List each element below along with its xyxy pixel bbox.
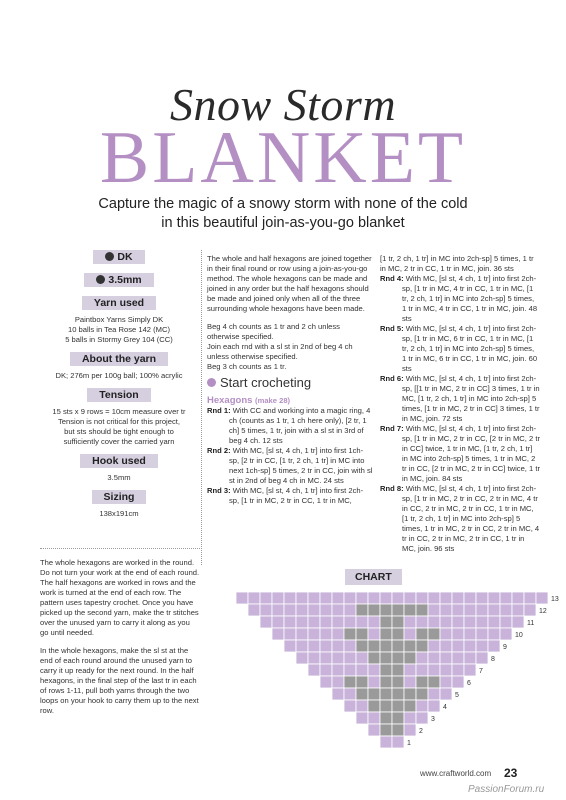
notes: [207, 322, 373, 372]
chart-cell: [320, 640, 332, 652]
chart-cell: [392, 628, 404, 640]
chart-cell: [416, 628, 428, 640]
chart-cell: [416, 700, 428, 712]
chart-cell: [368, 652, 380, 664]
chart-cell: [332, 592, 344, 604]
chart-cell: [476, 628, 488, 640]
chart-cell: [392, 676, 404, 688]
subtitle-line-2: in this beautiful join-as-you-go blanket: [161, 215, 405, 231]
chart-cell: [332, 688, 344, 700]
chart-cell: [344, 700, 356, 712]
chart-cell: [524, 604, 536, 616]
round-label: Rnd 2:: [207, 446, 231, 455]
footer-site: www.craftworld.com: [420, 769, 492, 778]
hex-heading-text: Hexagons: [207, 395, 253, 406]
chart-cell: [464, 652, 476, 664]
chart-cell: [452, 664, 464, 676]
chart-cell: [308, 640, 320, 652]
chart-cell: [512, 604, 524, 616]
chart-cell: [404, 676, 416, 688]
chart-cell: [236, 592, 248, 604]
column-divider: [201, 250, 202, 565]
yarn-line: Paintbox Yarns Simply DK: [74, 315, 164, 324]
note-line: Beg 3 ch counts as 1 tr.: [207, 362, 287, 371]
yarn-line: 10 balls in Tea Rose 142 (MC): [67, 325, 170, 334]
chart-cell: [428, 604, 440, 616]
chart-cell: [368, 640, 380, 652]
round-label: Rnd 6:: [380, 374, 404, 383]
chart-cell: [296, 592, 308, 604]
chart-cell: [344, 604, 356, 616]
intro-paragraph-2: In the whole hexagons, make the sl st at the end of each round around the unused yarn to carry it up ready for the next round. In the half hexagons, in the final step of the last tr in each of rows 1-11, pull both yarns through the two loops on your hook to carry them up to the next row.: [40, 646, 199, 715]
chart-cell: [404, 628, 416, 640]
row-number: 13: [551, 596, 559, 603]
chart-cell: [464, 616, 476, 628]
row-number: 5: [455, 692, 459, 699]
yarn-used-heading: Yarn used: [82, 296, 156, 310]
chart-cell: [428, 664, 440, 676]
chart-cell: [440, 604, 452, 616]
chart-cell: [452, 652, 464, 664]
chart-cell: [344, 616, 356, 628]
chart-cell: [440, 640, 452, 652]
round-6: [380, 374, 540, 424]
chart-cell: [380, 592, 392, 604]
chart-cell: [440, 592, 452, 604]
chart-container: [227, 586, 557, 751]
round-text: With MC, [sl st, 4 ch, 1 tr] into first 2ch-sp, [1 tr in MC, 2 tr in CC, 1 tr in MC,: [229, 486, 364, 505]
chart-cell: [332, 640, 344, 652]
chart-cell: [296, 616, 308, 628]
chart-cell: [416, 688, 428, 700]
chart-cell: [428, 616, 440, 628]
row-number: 12: [539, 608, 547, 615]
chart-cell: [452, 640, 464, 652]
chart-cell: [356, 628, 368, 640]
chart-cell: [296, 652, 308, 664]
round-text: With MC, [sl st, 4 ch, 1 tr] into first 1ch-sp, [2 tr in CC, [1 tr, 2 ch, 1 tr] in MC into next 1ch-sp] 5 times, 2 tr in CC, join with sl st in 2nd of beg 4 ch in MC. 24 sts: [229, 446, 373, 485]
yarn-line: 5 balls in Stormy Grey 104 (CC): [65, 335, 173, 344]
stitch-chart: [227, 586, 557, 751]
chart-cell: [356, 640, 368, 652]
chart-cell: [272, 604, 284, 616]
chart-cell: [428, 700, 440, 712]
chart-cell: [380, 688, 392, 700]
chart-cell: [392, 724, 404, 736]
chart-cell: [440, 616, 452, 628]
chart-cell: [380, 700, 392, 712]
chart-cell: [308, 664, 320, 676]
round-text: With MC, [sl st, 4 ch, 1 tr] into first 2ch-sp, [1 tr in MC, 2 tr in CC, 2 tr in MC, 4 tr in CC, 2 tr in MC, 2 tr in CC, 1 tr in MC, [1 tr, 2 ch, 1 tr] in MC into 2ch-sp] 5 times, 1 tr in MC, 2 tr in CC, 2 tr in MC, 4 tr in CC, 2 tr in MC, 2 tr in CC, 1 tr in MC, join. 96 sts: [402, 484, 540, 553]
chart-cell: [296, 640, 308, 652]
chart-cell: [392, 712, 404, 724]
chart-cell: [488, 616, 500, 628]
chart-cell: [368, 688, 380, 700]
chart-cell: [452, 604, 464, 616]
chart-cell: [356, 616, 368, 628]
chart-cell: [392, 652, 404, 664]
chart-cell: [452, 628, 464, 640]
round-5: [380, 324, 540, 374]
chart-cell: [320, 604, 332, 616]
specs-column: [40, 246, 198, 522]
chart-cell: [392, 616, 404, 628]
round-3: [207, 486, 373, 506]
chart-cell: [368, 604, 380, 616]
chart-cell: [344, 688, 356, 700]
title-line-2: BLANKET: [99, 117, 467, 199]
chart-cell: [440, 676, 452, 688]
row-number: 4: [443, 704, 447, 711]
chart-cell: [332, 676, 344, 688]
subtitle-line-1: Capture the magic of a snowy storm with none of the cold: [98, 196, 468, 212]
chart-cell: [476, 592, 488, 604]
chart-cell: [344, 652, 356, 664]
chart-cell: [380, 628, 392, 640]
start-crocheting-heading: [207, 375, 373, 390]
chart-cell: [428, 688, 440, 700]
chart-cell: [428, 652, 440, 664]
chart-cell: [380, 604, 392, 616]
chart-cell: [392, 736, 404, 748]
chart-cell: [416, 652, 428, 664]
chart-cell: [308, 616, 320, 628]
round-8: [380, 484, 540, 554]
chart-cell: [284, 640, 296, 652]
row-number: 9: [503, 644, 507, 651]
chart-cell: [464, 604, 476, 616]
chart-cell: [272, 616, 284, 628]
chart-cell: [392, 700, 404, 712]
note-line: Join each rnd with a sl st in 2nd of beg 4 ch unless otherwise specified.: [207, 342, 353, 361]
round-label: Rnd 5:: [380, 324, 404, 333]
chart-cell: [368, 616, 380, 628]
row-number: 8: [491, 656, 495, 663]
intro-paragraph-1: The whole hexagons are worked in the round. Do not turn your work at the end of each round. The half hexagons are worked in rows and the work is turned at the end of each row. The pattern uses tapestry crochet. Once you have picked up the second yarn, make the tr stitches over the unused yarn to carry it along as you go until needed.: [40, 558, 200, 637]
chart-cell: [464, 664, 476, 676]
chart-cell: [512, 616, 524, 628]
chart-cell: [344, 676, 356, 688]
chart-cell: [308, 628, 320, 640]
round-text: With MC, [sl st, 4 ch, 1 tr] into first 2ch-sp, [1 tr in MC, 2 tr in CC, [2 tr in MC, 2 tr in CC] twice, 1 tr in MC, [1 tr, 2 ch, 1 tr] in MC into 2ch-sp] 5 times, 1 tr in MC, 2 tr in CC, [2 tr in MC, 2 tr in CC] twice, 1 tr in MC, join. 84 sts: [402, 424, 540, 483]
chart-cell: [284, 604, 296, 616]
hex-make-text: (make 28): [255, 396, 291, 405]
chart-cell: [308, 652, 320, 664]
chart-label: CHART: [345, 569, 402, 585]
chart-cell: [404, 640, 416, 652]
chart-cell: [284, 592, 296, 604]
chart-cell: [344, 640, 356, 652]
title-line-1: Snow Storm: [169, 79, 397, 130]
chart-cell: [440, 652, 452, 664]
chart-cell: [380, 640, 392, 652]
chart-cell: [500, 592, 512, 604]
tension-heading: Tension: [87, 388, 150, 402]
chart-cell: [380, 664, 392, 676]
chart-cell: [368, 592, 380, 604]
chart-cell: [452, 592, 464, 604]
chart-cell: [404, 604, 416, 616]
chart-cell: [488, 628, 500, 640]
chart-cell: [320, 616, 332, 628]
bullet-icon: [207, 378, 216, 387]
row-number: 11: [527, 620, 535, 627]
chart-cell: [356, 604, 368, 616]
round-label: Rnd 1:: [207, 406, 231, 415]
row-number: 1: [407, 740, 411, 747]
chart-cell: [332, 664, 344, 676]
chart-cell: [512, 592, 524, 604]
row-number: 2: [419, 728, 423, 735]
hook-icon: [96, 275, 105, 284]
round-text: With MC, [sl st, 4 ch, 1 tr] into first 2ch-sp, [1 tr in MC, 4 tr in CC, 1 tr in MC, [1 tr, 2 ch, 1 tr] in MC into 2ch-sp] 5 times, 1 tr in MC, 4 tr in CC, 1 tr in MC, join. 48 sts: [402, 274, 538, 323]
weight-label: DK: [117, 251, 133, 263]
chart-cell: [428, 628, 440, 640]
chart-cell: [296, 628, 308, 640]
about-yarn-heading: About the yarn: [70, 352, 168, 366]
chart-cell: [452, 676, 464, 688]
hook-size-label: 3.5mm: [108, 274, 142, 286]
chart-cell: [404, 700, 416, 712]
row-number: 7: [479, 668, 483, 675]
chart-cell: [464, 640, 476, 652]
chart-cell: [428, 640, 440, 652]
chart-cell: [332, 628, 344, 640]
round-label: Rnd 7:: [380, 424, 404, 433]
round-2: [207, 446, 373, 486]
chart-cell: [320, 664, 332, 676]
chart-cell: [368, 628, 380, 640]
chart-cell: [380, 676, 392, 688]
chart-cell: [356, 676, 368, 688]
chart-cell: [404, 664, 416, 676]
middle-column: [207, 254, 373, 506]
chart-cell: [488, 604, 500, 616]
chart-cell: [284, 628, 296, 640]
hook-used-heading: Hook used: [80, 454, 158, 468]
chart-cell: [368, 676, 380, 688]
chart-cell: [392, 592, 404, 604]
chart-cell: [380, 724, 392, 736]
chart-cell: [356, 700, 368, 712]
chart-cell: [380, 616, 392, 628]
chart-cell: [440, 628, 452, 640]
chart-cell: [416, 664, 428, 676]
round-3-cont: [1 tr, 2 ch, 1 tr] in MC into 2ch-sp] 5 times, 1 tr in MC, 2 tr in CC, 1 tr in MC, join. 36 sts: [380, 254, 534, 273]
sizing-heading: Sizing: [92, 490, 147, 504]
hook-badge: [84, 273, 153, 287]
chart-cell: [380, 712, 392, 724]
chart-cell: [524, 592, 536, 604]
chart-cell: [428, 676, 440, 688]
chart-cell: [404, 616, 416, 628]
note-line: Beg 4 ch counts as 1 tr and 2 ch unless otherwise specified.: [207, 322, 340, 341]
chart-cell: [476, 640, 488, 652]
chart-cell: [476, 616, 488, 628]
yarn-used-text: [40, 315, 198, 345]
round-1: [207, 406, 373, 446]
chart-cell: [536, 592, 548, 604]
chart-cell: [356, 712, 368, 724]
chart-cell: [404, 592, 416, 604]
chart-cell: [320, 652, 332, 664]
chart-cell: [260, 592, 272, 604]
tension-text: [40, 407, 198, 447]
tension-line: but sts should be tight enough to: [64, 427, 174, 436]
chart-cell: [308, 604, 320, 616]
chart-cell: [260, 604, 272, 616]
chart-cell: [464, 628, 476, 640]
watermark: PassionForum.ru: [468, 784, 545, 795]
hexagons-heading: [207, 396, 373, 406]
chart-cell: [356, 664, 368, 676]
chart-cell: [476, 604, 488, 616]
chart-cell: [404, 712, 416, 724]
chart-cell: [404, 688, 416, 700]
row-number: 10: [515, 632, 523, 639]
chart-cell: [440, 664, 452, 676]
chart-cell: [416, 676, 428, 688]
chart-cell: [356, 652, 368, 664]
weight-badge: [93, 250, 144, 264]
intro-text: [40, 558, 200, 724]
chart-cell: [320, 592, 332, 604]
chart-cell: [416, 712, 428, 724]
chart-cell: [440, 688, 452, 700]
chart-cell: [332, 652, 344, 664]
chart-cell: [248, 592, 260, 604]
chart-cell: [344, 592, 356, 604]
chart-cell: [416, 640, 428, 652]
divider: [40, 548, 200, 549]
chart-cell: [368, 664, 380, 676]
chart-cell: [344, 664, 356, 676]
join-paragraph: The whole and half hexagons are joined together in their final round or row using a join-as-you-go method. The whole hexagons can be made and joined in any order but the half hexagons should be made and joined only when all of the three surrounding whole hexagons have been made.: [207, 254, 372, 313]
row-number: 6: [467, 680, 471, 687]
chart-cell: [284, 616, 296, 628]
chart-cell: [368, 724, 380, 736]
chart-cell: [452, 616, 464, 628]
chart-cell: [416, 592, 428, 604]
chart-cell: [260, 616, 272, 628]
chart-cell: [248, 604, 260, 616]
round-text: With CC and working into a magic ring, 4 ch (counts as 1 tr, 1 ch here only), [2 tr, 1 ch] 5 times, 1 tr, join with a sl st in 3rd of beg 4 ch. 12 sts: [229, 406, 371, 445]
chart-cell: [476, 652, 488, 664]
about-yarn-text: DK; 276m per 100g ball; 100% acrylic: [55, 371, 183, 380]
chart-cell: [500, 604, 512, 616]
page-number: 23: [504, 766, 518, 780]
tension-line: 15 sts x 9 rows = 10cm measure over tr: [52, 407, 186, 416]
round-text: With MC, [sl st, 4 ch, 1 tr] into first 2ch-sp, [[1 tr in MC, 2 tr in CC] 3 times, 1 tr in MC, [1 tr, 2 ch, 1 tr] in MC into 2ch-sp] 5 times, [1 tr in MC, 2 tr in CC] 3 times, 1 tr in MC, join. 72 sts: [402, 374, 540, 423]
chart-cell: [488, 592, 500, 604]
hook-used-text: 3.5mm: [107, 473, 131, 482]
row-number: 3: [431, 716, 435, 723]
round-4: [380, 274, 540, 324]
round-text: With MC, [sl st, 4 ch, 1 tr] into first 2ch-sp, [1 tr in MC, 6 tr in CC, 1 tr in MC, [1 tr, 2 ch, 1 tr] in MC into 2ch-sp] 5 times, 1 tr in MC, 6 tr in CC, 1 tr in MC, join. 60 sts: [402, 324, 538, 373]
chart-cell: [416, 616, 428, 628]
chart-cell: [308, 592, 320, 604]
chart-cell: [392, 664, 404, 676]
chart-cell: [368, 712, 380, 724]
chart-cell: [464, 592, 476, 604]
chart-cell: [320, 628, 332, 640]
start-heading-text: Start crocheting: [220, 375, 312, 390]
chart-cell: [356, 688, 368, 700]
chart-cell: [368, 700, 380, 712]
chart-cell: [392, 604, 404, 616]
tension-line: Tension is not critical for this project,: [58, 417, 180, 426]
chart-cell: [380, 736, 392, 748]
chart-cell: [392, 688, 404, 700]
round-label: Rnd 8:: [380, 484, 404, 493]
chart-cell: [332, 616, 344, 628]
chart-cell: [428, 592, 440, 604]
chart-cell: [404, 652, 416, 664]
chart-cell: [488, 640, 500, 652]
chart-cell: [392, 640, 404, 652]
right-column: [380, 254, 540, 554]
chart-cell: [500, 628, 512, 640]
chart-cell: [272, 592, 284, 604]
chart-cell: [380, 652, 392, 664]
chart-cell: [356, 592, 368, 604]
sizing-text: 138x191cm: [99, 509, 139, 518]
chart-cell: [404, 724, 416, 736]
chart-cell: [296, 604, 308, 616]
round-label: Rnd 3:: [207, 486, 231, 495]
chart-cell: [416, 604, 428, 616]
subtitle: [50, 195, 516, 233]
chart-cell: [320, 676, 332, 688]
round-label: Rnd 4:: [380, 274, 404, 283]
chart-cell: [500, 616, 512, 628]
tension-line: sufficiently cover the carried yarn: [63, 437, 175, 446]
round-7: [380, 424, 540, 484]
chart-cell: [332, 604, 344, 616]
yarn-ball-icon: [105, 252, 114, 261]
chart-cell: [272, 628, 284, 640]
chart-cell: [344, 628, 356, 640]
